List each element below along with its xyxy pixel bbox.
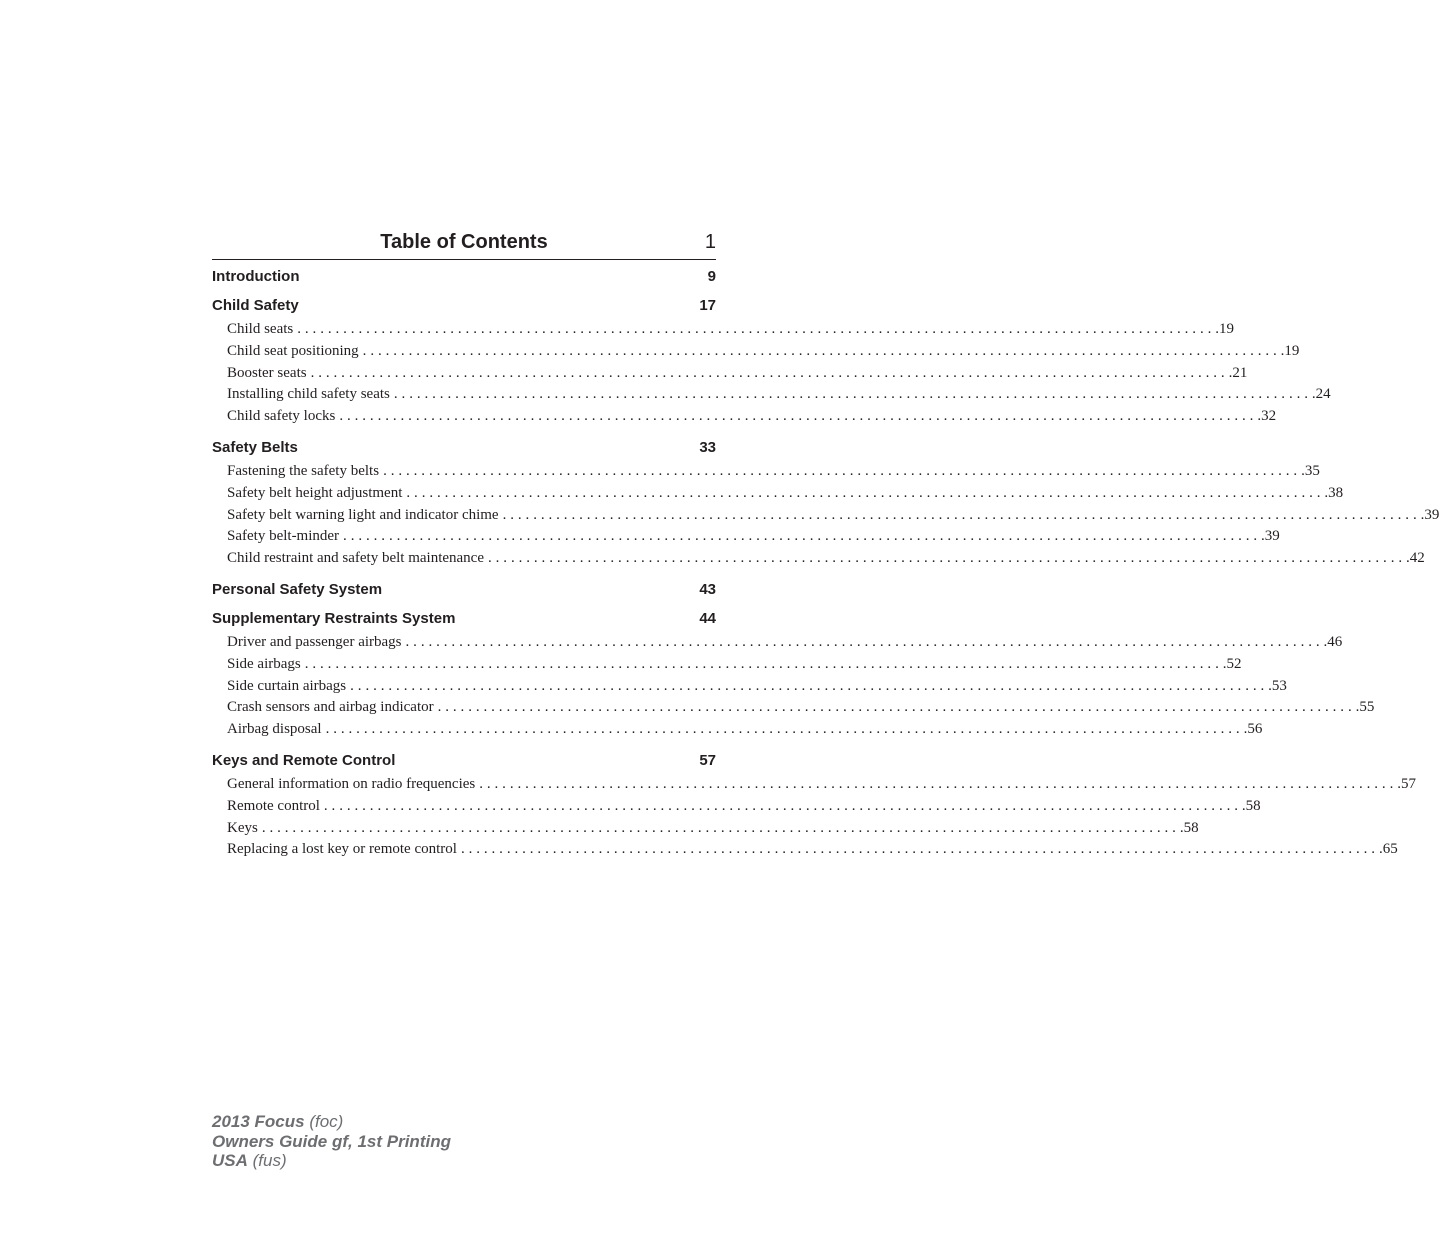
section-title: Child Safety (212, 297, 299, 314)
footer-market: USA (212, 1151, 248, 1170)
footer-model: 2013 Focus (212, 1112, 305, 1131)
footer-line-guide (212, 1132, 451, 1152)
entry-label: General information on radio frequencies (227, 775, 476, 792)
dot-leader: ........................................................................................................................ (437, 699, 1356, 716)
entry-page: .38 (1324, 484, 1344, 501)
footer-line-model (212, 1112, 451, 1132)
footer-model-code: (foc) (309, 1112, 344, 1131)
section-page: 44 (699, 609, 716, 627)
entry-page: .35 (1301, 462, 1320, 479)
dot-leader: ........................................................................................................................ (261, 819, 1180, 836)
entry-page: .56 (1243, 721, 1263, 738)
entry-page: .19 (1215, 321, 1234, 337)
entry-page: .32 (1257, 408, 1277, 425)
entry-page: .24 (1311, 386, 1331, 403)
entry-page: .57 (1397, 775, 1416, 792)
toc-entry[interactable] (212, 839, 1398, 861)
toc-entry[interactable] (212, 384, 1331, 406)
section-page: 43 (699, 580, 716, 598)
entry-label: Keys (227, 819, 258, 836)
dot-leader: ........................................................................................................................ (405, 633, 1324, 650)
entry-label: Fastening the safety belts (227, 462, 380, 479)
dot-leader: ........................................................................................................................ (339, 408, 1258, 425)
toc-section (212, 268, 716, 286)
dot-leader: ........................................................................................................................ (323, 797, 1242, 814)
entry-page: .55 (1355, 699, 1375, 716)
section-page: 17 (699, 297, 716, 314)
entry-label: Child seats (227, 321, 294, 337)
section-title: Safety Belts (212, 438, 298, 456)
entry-label: Side curtain airbags (227, 677, 347, 694)
section-heading[interactable] (212, 439, 716, 457)
entry-page: .21 (1228, 364, 1248, 381)
entry-page: .65 (1378, 841, 1398, 858)
toc-entry[interactable] (212, 774, 1416, 796)
page-title: Table of Contents (380, 231, 548, 253)
entry-page: .46 (1323, 633, 1343, 650)
dot-leader: ........................................................................................................................ (460, 841, 1379, 858)
section-title: Keys and Remote Control (212, 751, 396, 769)
toc-section (212, 438, 1439, 570)
dot-leader: ........................................................................................................................ (297, 321, 1216, 337)
toc-entry[interactable] (212, 526, 1280, 548)
toc-entry[interactable] (212, 719, 1263, 741)
dot-leader: ........................................................................................................................ (393, 386, 1312, 403)
entry-label: Safety belt height adjustment (227, 484, 403, 501)
section-title: Supplementary Restraints System (212, 609, 456, 627)
document-footer (212, 1112, 451, 1171)
section-title: Personal Safety System (212, 580, 383, 598)
section-heading[interactable] (212, 268, 716, 286)
entry-page: .58 (1179, 819, 1199, 836)
entry-label: Installing child safety seats (227, 386, 390, 403)
entry-page: .39 (1420, 506, 1439, 523)
toc-section (212, 751, 1416, 861)
dot-leader: ........................................................................................................................ (350, 677, 1269, 694)
toc-section (212, 297, 1331, 428)
entry-page: .53 (1268, 677, 1287, 694)
toc-entry[interactable] (212, 363, 1248, 385)
toc-entry[interactable] (212, 654, 1242, 676)
toc-header (212, 229, 716, 260)
entry-label: Booster seats (227, 364, 307, 381)
toc-entry[interactable] (212, 461, 1320, 483)
section-heading[interactable] (212, 581, 716, 599)
entry-page: .42 (1406, 550, 1425, 567)
entry-label: Child seat positioning (227, 342, 359, 359)
toc-entry[interactable] (212, 796, 1261, 818)
toc-entry[interactable] (212, 697, 1375, 719)
entry-label: Crash sensors and airbag indicator (227, 699, 434, 716)
toc-section (212, 581, 716, 599)
toc-entry[interactable] (212, 341, 1300, 363)
section-page: 9 (707, 268, 716, 285)
dot-leader: ........................................................................................................................ (406, 484, 1325, 501)
toc-entry[interactable] (212, 676, 1287, 698)
dot-leader: ........................................................................................................................ (325, 721, 1244, 738)
entry-page: .19 (1280, 342, 1300, 359)
footer-line-market (212, 1151, 451, 1171)
entry-label: Driver and passenger airbags (227, 633, 402, 650)
dot-leader: ........................................................................................................................ (304, 655, 1223, 672)
entry-page: .52 (1222, 655, 1242, 672)
dot-leader: ........................................................................................................................ (502, 506, 1421, 523)
section-heading[interactable] (212, 297, 716, 315)
dot-leader: ........................................................................................................................ (488, 550, 1406, 567)
entry-page: .39 (1261, 528, 1280, 545)
toc-section (212, 609, 1375, 741)
toc-entry[interactable] (212, 818, 1199, 840)
dot-leader: ........................................................................................................................ (362, 342, 1281, 359)
page-number: 1 (704, 231, 716, 253)
entry-label: Safety belt warning light and indicator chime (227, 506, 499, 523)
entry-page: .58 (1241, 797, 1261, 814)
dot-leader: ........................................................................................................................ (479, 775, 1398, 792)
entry-label: Airbag disposal (227, 721, 322, 738)
section-heading[interactable] (212, 610, 716, 628)
entry-label: Child safety locks (227, 408, 336, 425)
footer-guide: Owners Guide gf, 1st Printing (212, 1131, 451, 1151)
table-of-contents (212, 229, 1439, 861)
section-page: 33 (699, 438, 716, 456)
footer-market-code: (fus) (252, 1151, 287, 1170)
dot-leader: ........................................................................................................................ (310, 364, 1229, 381)
entry-label: Child restraint and safety belt maintenance (227, 550, 484, 567)
section-page: 57 (699, 751, 716, 769)
entry-label: Replacing a lost key or remote control (227, 841, 457, 858)
entry-label: Side airbags (227, 655, 301, 672)
dot-leader: ........................................................................................................................ (343, 528, 1262, 545)
section-heading[interactable] (212, 752, 716, 770)
dot-leader: ........................................................................................................................ (383, 462, 1302, 479)
toc-entry[interactable] (212, 632, 1343, 654)
section-title: Introduction (212, 268, 300, 285)
entry-label: Remote control (227, 797, 320, 814)
toc-entry[interactable] (212, 319, 1234, 341)
toc-entry[interactable] (212, 406, 1277, 428)
toc-entry[interactable] (212, 483, 1344, 505)
toc-entry[interactable] (212, 548, 1425, 570)
toc-entry[interactable] (212, 505, 1439, 527)
entry-label: Safety belt-minder (227, 528, 340, 545)
